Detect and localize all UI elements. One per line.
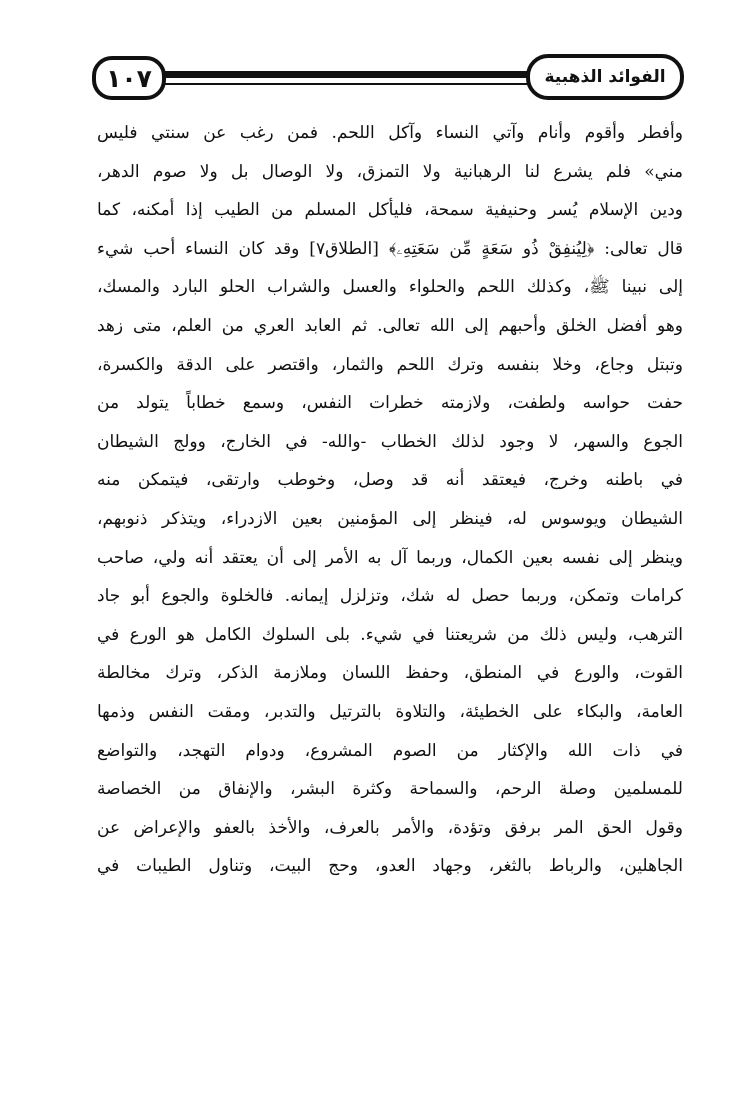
text-line: العامة، والبكاء على الخطيئة، والتلاوة بالترتيل والتدبر، ومقت النفس وذمها xyxy=(97,701,683,722)
text-line: في ذات الله والإكثار من الصوم المشروع، ودوام التهجد، والتواضع xyxy=(97,740,683,761)
page-header xyxy=(92,50,684,100)
text-line: وأفطر وأقوم وأنام وآتي النساء وآكل اللحم. فمن رغب عن سنتي فليس xyxy=(97,123,683,143)
text-line: وقول الحق المر برفق وتؤدة، والأمر بالعرف، والأخذ بالعفو والإعراض عن xyxy=(97,817,683,838)
text-line: الشيطان ويوسوس له، فينظر إلى المؤمنين بعين الازدراء، ويتذكر ذنوبهم، xyxy=(97,508,683,529)
text-line: الترهب، وليس ذلك من شريعتنا في شيء. بلى السلوك الكامل هو الورع في xyxy=(97,624,683,645)
body-text xyxy=(97,114,683,886)
book-title: الفوائد الذهبية xyxy=(526,54,684,100)
text-line: الجوع والسهر، لا وجود لذلك الخطاب -والله- في الخارج، وولج الشيطان xyxy=(97,431,683,452)
text-line: وينظر إلى نفسه بعين الكمال، وربما آل به الأمر إلى أن يعتقد أنه ولي، صاحب xyxy=(97,547,683,568)
text-line: وتبتل وجاع، وخلا بنفسه وترك اللحم والثمار، واقتصر على الدقة والكسرة، xyxy=(97,354,683,375)
text-line: حفت حواسه ولطفت، ولازمته خطرات النفس، وسمع خطاباً يتولد من xyxy=(97,393,683,414)
text-line: الجاهلين، والرباط بالثغر، وجهاد العدو، وحج البيت، وتناول الطيبات في xyxy=(97,856,683,877)
text-line: إلى نبينا ﷺ، وكذلك اللحم والحلواء والعسل والشراب الحلو البارد والمسك، xyxy=(97,277,683,298)
text-line: كرامات وتمكن، وربما حصل له شك، وتزلزل إيمانه. فالخلوة والجوع أبو جاد xyxy=(97,586,683,607)
text-line: قال تعالى: ﴿لِيُنفِقْ ذُو سَعَةٍ مِّن سَعَتِهِۦ﴾ [الطلاق٧] وقد كان النساء أحب شيء xyxy=(97,238,683,259)
text-line: وهو أفضل الخلق وأحبهم إلى الله تعالى. ثم العابد العري من العلم، متى زهد xyxy=(97,315,683,336)
text-line: للمسلمين وصلة الرحم، والسماحة وكثرة البشر، والإنفاق من الخصاصة xyxy=(97,779,683,800)
text-line: القوت، والورع في المنطق، وحفظ اللسان وملازمة الذكر، وترك مخالطة xyxy=(97,663,683,684)
text-line: في باطنه وخرج، فيعتقد أنه قد وصل، وخوطب وارتقى، فيتمكن منه xyxy=(97,470,683,491)
page-number: ١٠٧ xyxy=(92,56,166,100)
text-line: مني» فلم يشرع لنا الرهبانية ولا التمزق، ولا الوصال بل ولا صوم الدهر، xyxy=(97,161,683,182)
header-rule-thin xyxy=(154,83,544,85)
header-rule xyxy=(154,71,544,78)
text-line: ودين الإسلام يُسر وحنيفية سمحة، فليأكل المسلم من الطيب إذا أمكنه، كما xyxy=(97,200,683,221)
